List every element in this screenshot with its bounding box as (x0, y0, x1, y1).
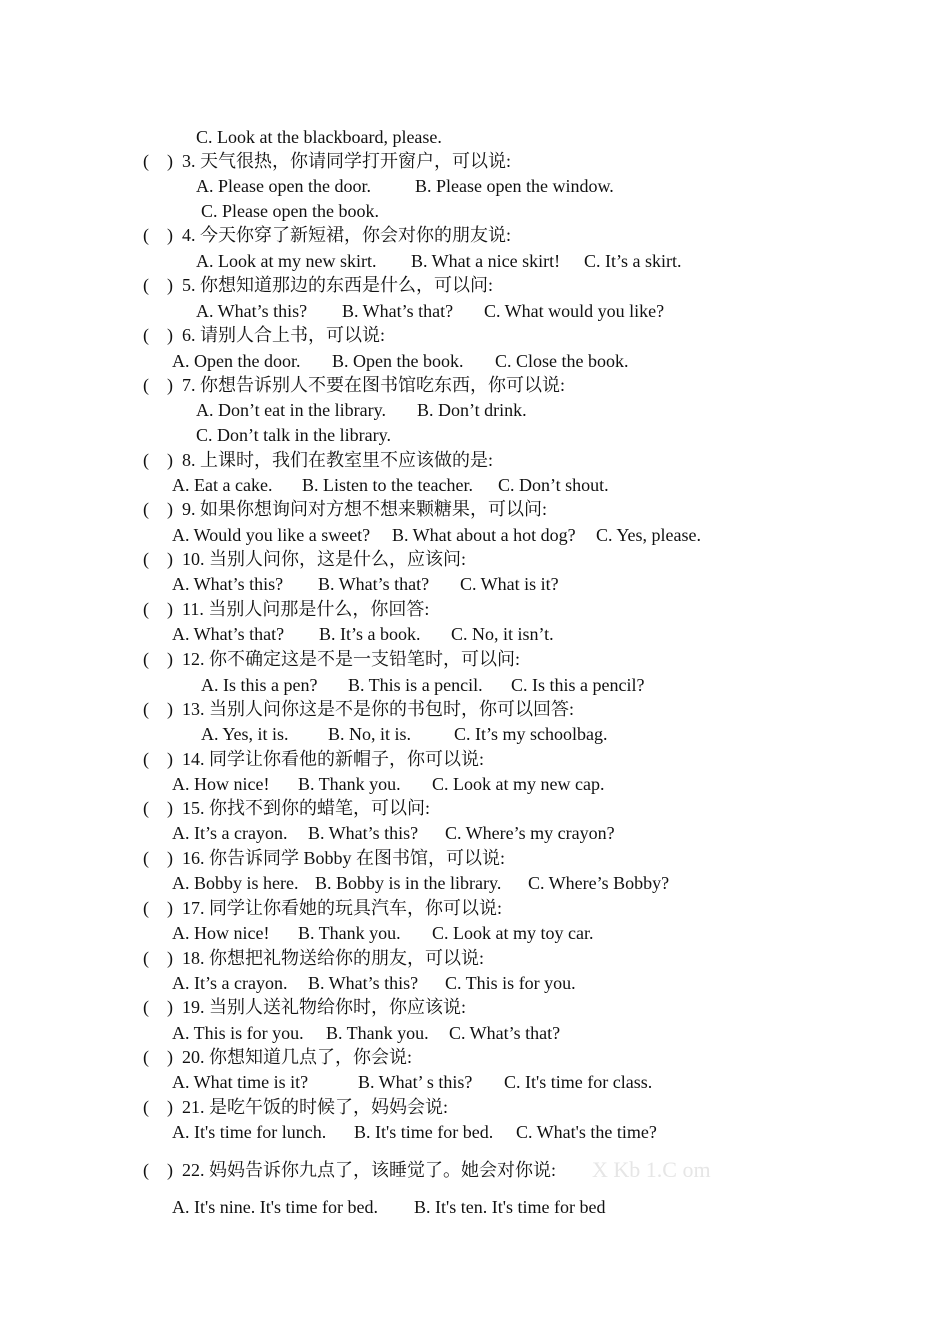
answer-option: A. What’s this? (196, 301, 308, 321)
answer-option: A. Please open the door. (196, 176, 371, 196)
answer-option: B. It's ten. It's time for bed (414, 1197, 606, 1217)
watermark-text: X Kb 1.C om (592, 1157, 711, 1182)
answer-bracket: ( ) (143, 599, 173, 619)
answer-option: A. It's nine. It's time for bed. (172, 1197, 378, 1217)
question-text: 8. 上课时，我们在教室里不应该做的是: (182, 450, 493, 470)
answer-option: C. Don’t shout. (498, 475, 609, 495)
answer-option: B. It's time for bed. (354, 1122, 494, 1142)
answer-bracket: ( ) (143, 225, 173, 245)
answer-option: C. Please open the book. (201, 201, 379, 221)
answer-bracket: ( ) (143, 375, 173, 395)
answer-option: C. Look at my toy car. (432, 923, 594, 943)
answer-option: B. Thank you. (326, 1023, 429, 1043)
answer-bracket: ( ) (143, 499, 173, 519)
answer-option: A. Don’t eat in the library. (196, 400, 386, 420)
answer-option: C. Where’s my crayon? (445, 823, 615, 843)
answer-bracket: ( ) (143, 1160, 173, 1180)
answer-bracket: ( ) (143, 1047, 173, 1067)
answer-bracket: ( ) (143, 749, 173, 769)
answer-bracket: ( ) (143, 325, 173, 345)
answer-option: B. What’s this? (308, 973, 419, 993)
answer-bracket: ( ) (143, 948, 173, 968)
answer-option: A. It’s a crayon. (172, 823, 288, 843)
answer-option: A. Open the door. (172, 351, 301, 371)
answer-option: A. This is for you. (172, 1023, 304, 1043)
answer-bracket: ( ) (143, 699, 173, 719)
answer-bracket: ( ) (143, 898, 173, 918)
answer-option: A. What time is it? (172, 1072, 309, 1092)
answer-option: C. What would you like? (484, 301, 665, 321)
carryover-option: C. Look at the blackboard, please. (196, 127, 442, 147)
answer-option: C. Look at my new cap. (432, 774, 605, 794)
answer-bracket: ( ) (143, 848, 173, 868)
answer-option: B. It’s a book. (319, 624, 421, 644)
answer-option: A. Is this a pen? (201, 675, 318, 695)
question-text: 22. 妈妈告诉你九点了，该睡觉了。她会对你说: (182, 1160, 556, 1180)
answer-option: A. Yes, it is. (201, 724, 289, 744)
question-text: 17. 同学让你看她的玩具汽车，你可以说: (182, 898, 502, 918)
answer-option: C. Where’s Bobby? (528, 873, 670, 893)
answer-option: B. Bobby is in the library. (315, 873, 502, 893)
answer-option: B. What about a hot dog? (392, 525, 576, 545)
question-text: 3. 天气很热，你请同学打开窗户，可以说: (182, 151, 511, 171)
answer-bracket: ( ) (143, 798, 173, 818)
question-text: 11. 当别人问那是什么，你回答: (182, 599, 430, 619)
question-text: 21. 是吃午饭的时候了，妈妈会说: (182, 1097, 448, 1117)
question-text: 6. 请别人合上书，可以说: (182, 325, 385, 345)
answer-option: A. Look at my new skirt. (196, 251, 377, 271)
answer-option: A. It’s a crayon. (172, 973, 288, 993)
answer-bracket: ( ) (143, 549, 173, 569)
answer-option: B. Please open the window. (415, 176, 614, 196)
question-text: 19. 当别人送礼物给你时，你应该说: (182, 997, 466, 1017)
answer-bracket: ( ) (143, 997, 173, 1017)
answer-option: A. How nice! (172, 774, 270, 794)
answer-option: B. What’s this? (308, 823, 419, 843)
question-text: 15. 你找不到你的蜡笔，可以问: (182, 798, 430, 818)
question-text: 7. 你想告诉别人不要在图书馆吃东西，你可以说: (182, 375, 565, 395)
answer-option: C. What’s that? (449, 1023, 561, 1043)
answer-bracket: ( ) (143, 1097, 173, 1117)
question-text: 4. 今天你穿了新短裙，你会对你的朋友说: (182, 225, 511, 245)
answer-option: A. What’s that? (172, 624, 285, 644)
question-text: 20. 你想知道几点了，你会说: (182, 1047, 412, 1067)
answer-option: C. Yes, please. (596, 525, 702, 545)
answer-option: C. Close the book. (495, 351, 629, 371)
answer-bracket: ( ) (143, 649, 173, 669)
answer-bracket: ( ) (143, 275, 173, 295)
answer-bracket: ( ) (143, 151, 173, 171)
question-text: 13. 当别人问你这是不是你的书包时，你可以回答: (182, 699, 574, 719)
answer-option: C. No, it isn’t. (451, 624, 554, 644)
question-text: 12. 你不确定这是不是一支铅笔时，可以问: (182, 649, 520, 669)
answer-option: C. It’s my schoolbag. (454, 724, 608, 744)
question-text: 14. 同学让你看他的新帽子，你可以说: (182, 749, 484, 769)
answer-option: A. It's time for lunch. (172, 1122, 327, 1142)
answer-option: B. Thank you. (298, 923, 401, 943)
answer-option: A. Bobby is here. (172, 873, 299, 893)
answer-option: B. What’ s this? (358, 1072, 473, 1092)
answer-option: B. Listen to the teacher. (302, 475, 473, 495)
answer-option: B. This is a pencil. (348, 675, 483, 695)
answer-bracket: ( ) (143, 450, 173, 470)
question-text: 18. 你想把礼物送给你的朋友，可以说: (182, 948, 484, 968)
answer-option: B. Thank you. (298, 774, 401, 794)
answer-option: C. What is it? (460, 574, 559, 594)
answer-option: B. What’s that? (318, 574, 430, 594)
answer-option: A. What’s this? (172, 574, 284, 594)
answer-option: C. Is this a pencil? (511, 675, 645, 695)
question-text: 5. 你想知道那边的东西是什么，可以问: (182, 275, 493, 295)
answer-option: B. Don’t drink. (417, 400, 527, 420)
question-text: 10. 当别人问你，这是什么，应该问: (182, 549, 466, 569)
answer-option: C. It’s a skirt. (584, 251, 682, 271)
answer-option: B. What’s that? (342, 301, 454, 321)
answer-option: A. Eat a cake. (172, 475, 273, 495)
answer-option: B. Open the book. (332, 351, 464, 371)
answer-option: C. This is for you. (445, 973, 576, 993)
answer-option: B. No, it is. (328, 724, 412, 744)
answer-option: B. What a nice skirt! (411, 251, 561, 271)
answer-option: C. Don’t talk in the library. (196, 425, 391, 445)
question-text: 9. 如果你想询问对方想不想来颗糖果，可以问: (182, 499, 547, 519)
question-text: 16. 你告诉同学 Bobby 在图书馆，可以说: (182, 848, 506, 868)
answer-option: A. Would you like a sweet? (172, 525, 371, 545)
answer-option: C. It's time for class. (504, 1072, 653, 1092)
answer-option: C. What's the time? (516, 1122, 657, 1142)
answer-option: A. How nice! (172, 923, 270, 943)
